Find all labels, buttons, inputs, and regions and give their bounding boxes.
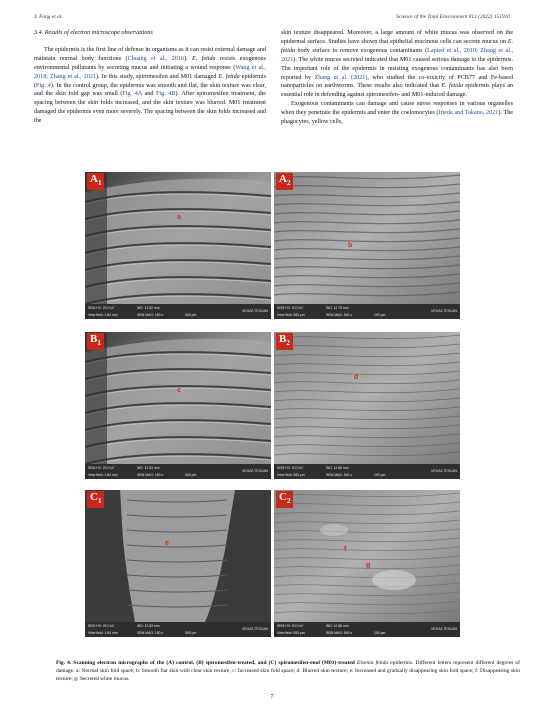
sem-mag: SEM MAG: 500 x	[326, 631, 353, 635]
sem-micrograph	[85, 490, 271, 637]
sem-micrograph	[85, 172, 271, 319]
sem-info-bar	[85, 464, 271, 479]
damage-arrow-icon: g	[366, 562, 371, 569]
sem-mag: SEM MAG: 150 x	[137, 473, 164, 477]
scale-bar-label: 100 μm	[374, 313, 386, 317]
sem-hv: SEM HV: 20.0 kV	[88, 466, 115, 470]
sem-wd: WD: 12.82 mm	[137, 306, 160, 310]
sem-view-field: View field: 1.84 mm	[88, 631, 118, 635]
sem-brand: VEGA3 TESCAN	[242, 627, 268, 631]
sem-brand: VEGA3 TESCAN	[431, 309, 457, 313]
sem-hv: SEM HV: 20.0 kV	[88, 624, 115, 628]
sem-micrograph	[274, 332, 460, 479]
scale-bar-label: 500 μm	[185, 631, 197, 635]
right-column	[281, 29, 513, 127]
panel-label: $A_1$	[87, 173, 104, 190]
sem-hv: SEM HV: 20.0 kV	[88, 306, 115, 310]
sem-hv: SEM HV: 20.0 kV	[277, 624, 304, 628]
citation-link[interactable]: Lapied et al., 2010; Zhang et al., 2021	[281, 47, 513, 63]
sem-brand: VEGA3 TESCAN	[242, 309, 268, 313]
sem-wd: WD: 12.86 mm	[326, 466, 349, 470]
damage-arrow-icon: a	[177, 214, 181, 221]
sem-brand: VEGA3 TESCAN	[431, 469, 457, 473]
sem-panel-c2	[274, 490, 460, 637]
figure-link[interactable]: Fig. 4A	[122, 91, 142, 98]
sem-panel-c1	[85, 490, 271, 637]
section-title: 3.4. Results of electron microscope observations	[34, 30, 153, 36]
running-header-journal: Science of the Total Environment 813 (2022) 151910	[396, 14, 510, 20]
scale-bar-label: 100 μm	[374, 631, 386, 635]
sem-view-field: View field: 1.84 mm	[88, 473, 118, 477]
sem-brand: VEGA3 TESCAN	[431, 627, 457, 631]
sem-micrograph	[274, 172, 460, 319]
right-paragraph-1: skin texture disappeared. Moreover, a large amount of white mucus was observed on the epidermal surface. Studies have shown that epithelial mucinous cells can secrete mucus on E. fetida body surface to remove exogenous contaminants (Lapied et al., 2010; Zhang et al., 2021). The white mucus secreted indicated that M01 caused serious damage to the epidermis. The important role of the epidermis in resisting exogenous contaminants has also been reported by Zhang et al. (2021), who studied the co-toxicity of PCB77 and Fe-based nanoparticles on earthworms. These results also indicated that E. fetida epidermis plays an essential role in defending against spiromesifen- and M01-induced damage.	[281, 30, 514, 99]
damage-arrow-icon: e	[165, 540, 169, 547]
citation-link[interactable]: Irieda and Takano, 2021	[438, 110, 499, 117]
sem-info-bar	[274, 622, 460, 637]
sem-wd: WD: 12.83 mm	[137, 466, 160, 470]
sem-panel-b2	[274, 332, 460, 479]
sem-view-field: View field: 1.84 mm	[88, 313, 118, 317]
scale-bar-label: 100 μm	[374, 473, 386, 477]
scale-bar-label: 500 μm	[185, 473, 197, 477]
panel-label: $C_1$	[87, 491, 104, 508]
figure-link[interactable]: Fig. 4B	[156, 91, 176, 98]
sem-wd: WD: 12.86 mm	[326, 624, 349, 628]
sem-view-field: View field: 553 μm	[277, 631, 305, 635]
damage-arrow-icon: d	[354, 374, 359, 381]
damage-arrow-icon: c	[177, 387, 181, 394]
panel-label: $B_1$	[87, 333, 104, 350]
citation-link[interactable]: Zhang et al. (2021)	[314, 74, 368, 81]
sem-info-bar	[274, 464, 460, 479]
damage-arrow-icon: b	[348, 242, 353, 249]
sem-mag: SEM MAG: 150 x	[137, 313, 164, 317]
left-paragraph: The epidermis is the first line of defense in organisms as it can resist external damage and maintain normal body functions (Chuang et al., 2016). E. fetida resists exogenous environmental pollutants by secreting mucus and initiating a wound response (Wang et al., 2018; Zhang et al., 2021). In this study, spiromesifen and M01 damaged E. fetida epidermis (Fig. 4). In the control group, the epidermis was smooth and flat, the skin texture was clear, and the skin fold gap was small (Fig. 4A and Fig. 4B). After spiromesifen treatment, the spacing between the skin folds increased, and the skin texture was blurred. M01 treatment damaged the epidermis even more severely. The spacing between the skin folds increased and the	[34, 46, 267, 125]
panel-label: $B_2$	[276, 333, 293, 350]
sem-mag: SEM MAG: 150 x	[137, 631, 164, 635]
sem-panel-b1	[85, 332, 271, 479]
scale-bar-label: 500 μm	[185, 313, 197, 317]
page-number: 7	[270, 694, 274, 700]
citation-link[interactable]: Wang et al., 2018; Zhang et al., 2021	[34, 64, 266, 80]
panel-label: $A_2$	[276, 173, 293, 190]
sem-mag: SEM MAG: 500 x	[326, 473, 353, 477]
figure-link[interactable]: Fig. 4	[36, 82, 51, 89]
sem-hv: SEM HV: 20.0 kV	[277, 306, 304, 310]
figure-caption: Fig. 4. Scanning electron micrographs of the (A) control, (B) spiromesifen-treated, and (C) spiromesifen-enol (M01)-treated Eisenia fetida epidermis. Different letters represent different degrees of damage. a: Normal skin fold space; b: Smooth flat skin with clear skin texture; c: Increased skin fold space; d: Blurred skin texture; e: Increased and gradually disappearing skin fold space; f: Disappearing skin texture; g: Secreted white mucus.	[56, 660, 520, 682]
right-paragraph-2: Exogenous contaminants can damage and cause stress responses in various organelles when they penetrate the epidermis and enter the coelomocytes (Irieda and Takano, 2021). The phagocytes, yellow cells,	[281, 101, 514, 126]
sem-view-field: View field: 553 μm	[277, 473, 305, 477]
sem-info-bar	[274, 304, 460, 319]
running-header-authors: J. Fang et al.	[34, 14, 63, 20]
left-column	[34, 29, 266, 126]
sem-wd: WD: 12.83 mm	[137, 624, 160, 628]
sem-micrograph	[85, 332, 271, 479]
sem-mag: SEM MAG: 500 x	[326, 313, 353, 317]
sem-hv: SEM HV: 20.0 kV	[277, 466, 304, 470]
citation-link[interactable]: Chuang et al., 2016	[127, 55, 185, 62]
sem-brand: VEGA3 TESCAN	[242, 469, 268, 473]
sem-info-bar	[85, 622, 271, 637]
sem-panel-a2	[274, 172, 460, 319]
sem-panel-a1	[85, 172, 271, 319]
damage-arrow-icon: f	[344, 546, 347, 553]
sem-view-field: View field: 553 μm	[277, 313, 305, 317]
sem-wd: WD: 12.75 mm	[326, 306, 349, 310]
sem-info-bar	[85, 304, 271, 319]
panel-label: $C_2$	[276, 491, 293, 508]
